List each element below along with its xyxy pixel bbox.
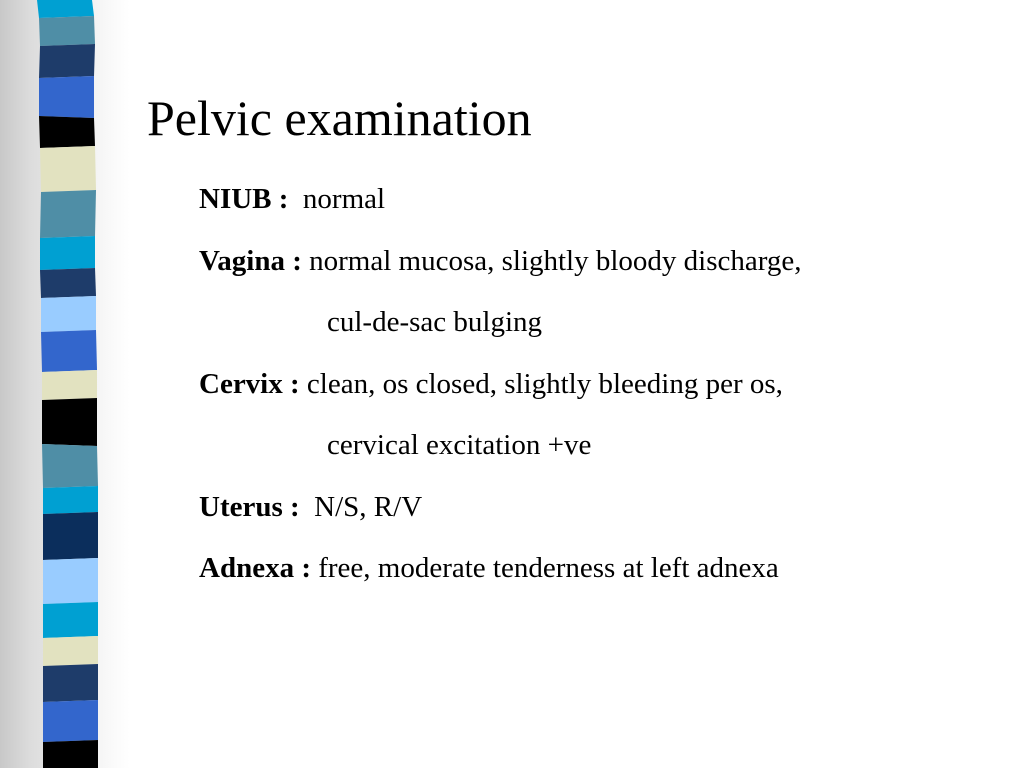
- exam-item-value: N/S, R/V: [314, 491, 423, 523]
- exam-item-continuation: cul-de-sac bulging: [327, 306, 543, 338]
- decorative-striped-bar: [34, 0, 100, 768]
- exam-item-niub: [199, 181, 385, 217]
- exam-item-label: NIUB :: [199, 183, 289, 215]
- exam-item-vagina: [199, 243, 802, 279]
- exam-item-uterus: [199, 489, 422, 525]
- exam-item-label: Uterus :: [199, 491, 300, 523]
- exam-item-label: Adnexa :: [199, 552, 311, 584]
- exam-item-value: normal mucosa, slightly bloody discharge,: [309, 245, 802, 277]
- exam-item-adnexa: [199, 550, 779, 586]
- exam-item-continuation: cervical excitation +ve: [327, 429, 592, 461]
- exam-item-value: clean, os closed, slightly bleeding per os,: [306, 368, 783, 400]
- exam-item-cervix: [199, 366, 783, 402]
- slide-title: Pelvic examination: [147, 90, 532, 146]
- striped-bar-graphic: [34, 0, 100, 768]
- exam-item-value: normal: [302, 183, 386, 215]
- exam-item-value: free, moderate tenderness at left adnexa: [318, 552, 779, 584]
- exam-item-label: Cervix :: [199, 368, 300, 400]
- exam-item-label: Vagina :: [199, 245, 302, 277]
